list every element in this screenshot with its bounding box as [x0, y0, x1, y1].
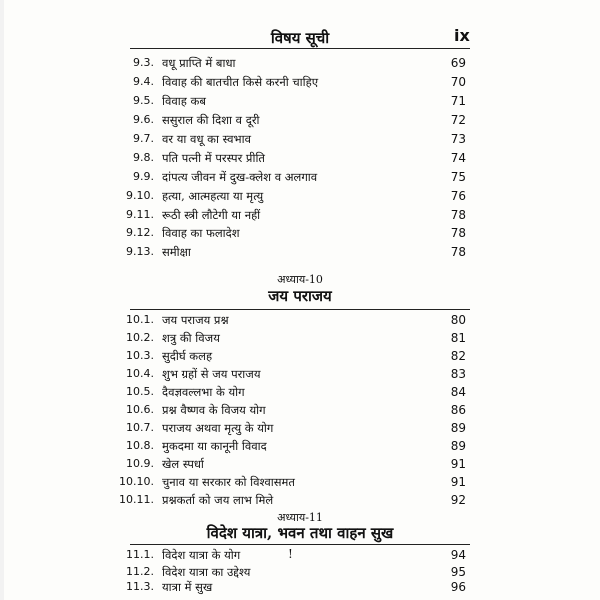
- toc-entry: [0, 457, 600, 477]
- entry-number: 11.1.: [126, 548, 154, 561]
- entry-number: 10.11.: [119, 493, 154, 506]
- entry-number: 9.9.: [133, 170, 154, 183]
- entry-number: 10.1.: [126, 313, 154, 326]
- entry-title: जय पराजय प्रश्न: [162, 313, 229, 327]
- entry-number: 9.12.: [126, 226, 154, 239]
- entry-title: दांपत्य जीवन में दुख-क्लेश व अलगाव: [162, 170, 318, 184]
- entry-page: 92: [450, 493, 466, 507]
- entry-page: 84: [450, 385, 466, 399]
- entry-page: 91: [450, 457, 466, 471]
- entry-page: 71: [450, 94, 466, 108]
- entry-title: वधू प्राप्ति में बाधा: [162, 56, 236, 70]
- toc-entry: [0, 151, 600, 171]
- entry-title: शत्रु की विजय: [162, 331, 220, 345]
- entry-number: 10.8.: [126, 439, 154, 452]
- chapter-11-label: अध्याय-11: [277, 511, 323, 524]
- entry-page: 83: [450, 367, 466, 381]
- entry-title: हत्या, आत्महत्या या मृत्यु: [162, 189, 264, 203]
- entry-number: 10.5.: [126, 385, 154, 398]
- entry-number: 9.11.: [126, 208, 154, 221]
- entry-number: 9.10.: [126, 189, 154, 202]
- entry-number: 10.10.: [119, 475, 154, 488]
- entry-number: 10.3.: [126, 349, 154, 362]
- entry-title: शुभ ग्रहों से जय पराजय: [162, 367, 261, 381]
- entry-number: 9.4.: [133, 75, 154, 88]
- entry-page: 82: [450, 349, 466, 363]
- entry-title: समीक्षा: [162, 245, 191, 259]
- entry-page: 89: [450, 421, 466, 435]
- toc-entry: [0, 245, 600, 265]
- toc-entry: [0, 367, 600, 387]
- toc-entry: [0, 313, 600, 333]
- entry-page: 78: [450, 208, 466, 222]
- entry-number: 11.2.: [126, 565, 154, 578]
- toc-entry: [0, 349, 600, 369]
- entry-page: 95: [450, 565, 466, 579]
- entry-page: 91: [450, 475, 466, 489]
- entry-title: रूठी स्त्री लौटेगी या नहीं: [162, 208, 261, 222]
- toc-entry: [0, 421, 600, 441]
- entry-page: 78: [450, 245, 466, 259]
- toc-entry: [0, 385, 600, 405]
- entry-page: 70: [450, 75, 466, 89]
- entry-title: यात्रा में सुख: [162, 580, 213, 594]
- chapter-11-title: विदेश यात्रा, भवन तथा वाहन सुख: [206, 524, 394, 542]
- entry-page: 76: [450, 189, 466, 203]
- entry-page: 89: [450, 439, 466, 453]
- entry-page: 78: [450, 226, 466, 240]
- entry-number: 9.7.: [133, 132, 154, 145]
- entry-title: विवाह की बातचीत किसे करनी चाहिए: [162, 75, 319, 89]
- contents-heading: विषय सूची: [270, 29, 330, 47]
- entry-title: सुदीर्घ कलह: [162, 349, 213, 363]
- roman-page-number: ix: [454, 26, 470, 45]
- entry-page: 69: [450, 56, 466, 70]
- entry-page: 81: [450, 331, 466, 345]
- entry-number: 9.5.: [133, 94, 154, 107]
- entry-title: विवाह का फलादेश: [162, 226, 240, 240]
- toc-entry: [0, 113, 600, 133]
- toc-entry: [0, 403, 600, 423]
- chapter-10-rule: [130, 309, 470, 310]
- entry-title: वर या वधू का स्वभाव: [162, 132, 251, 146]
- entry-page: 80: [450, 313, 466, 327]
- entry-title: पति पत्नी में परस्पर प्रीति: [162, 151, 265, 165]
- toc-entry: [0, 189, 600, 209]
- toc-entry: [0, 439, 600, 459]
- toc-entry: [0, 331, 600, 351]
- entry-title: चुनाव या सरकार को विश्वासमत: [162, 475, 295, 489]
- chapter-10-title: जय पराजय: [268, 287, 332, 305]
- entry-number: 10.2.: [126, 331, 154, 344]
- entry-page: 73: [450, 132, 466, 146]
- entry-title: मुकदमा या कानूनी विवाद: [162, 439, 267, 453]
- entry-number: 9.6.: [133, 113, 154, 126]
- entry-page: 94: [450, 548, 466, 562]
- toc-entry: [0, 208, 600, 228]
- entry-title: विवाह कब: [162, 94, 206, 108]
- entry-page: 74: [450, 151, 466, 165]
- entry-title: पराजय अथवा मृत्यु के योग: [162, 421, 274, 435]
- entry-page: 72: [450, 113, 466, 127]
- entry-title: ससुराल की दिशा व दूरी: [162, 113, 260, 127]
- entry-title: विदेश यात्रा का उद्देश्य: [162, 565, 251, 579]
- toc-entry: [0, 170, 600, 190]
- entry-number: 9.3.: [133, 56, 154, 69]
- chapter-11-rule: [130, 544, 470, 545]
- entry-page: 96: [450, 580, 466, 594]
- chapter-10-label: अध्याय-10: [277, 273, 323, 286]
- entry-title: विदेश यात्रा के योग: [162, 548, 241, 562]
- entry-title: प्रश्न वैष्णव के विजय योग: [162, 403, 266, 417]
- toc-entry: [0, 226, 600, 246]
- entry-title: खेल स्पर्धा: [162, 457, 204, 471]
- entry-number: 11.3.: [126, 580, 154, 593]
- entry-number: 9.8.: [133, 151, 154, 164]
- toc-entry: [0, 56, 600, 76]
- toc-entry: [0, 75, 600, 95]
- entry-title: दैवज्ञवल्लभा के योग: [162, 385, 245, 399]
- entry-title: प्रश्नकर्ता को जय लाभ मिले: [162, 493, 274, 507]
- entry-number: 10.4.: [126, 367, 154, 380]
- toc-entry: [0, 475, 600, 495]
- entry-number: 9.13.: [126, 245, 154, 258]
- header-rule: [130, 48, 470, 49]
- toc-entry: [0, 94, 600, 114]
- entry-number: 10.7.: [126, 421, 154, 434]
- stray-mark: !: [288, 547, 293, 561]
- entry-page: 75: [450, 170, 466, 184]
- toc-entry: [0, 580, 600, 600]
- toc-entry: [0, 132, 600, 152]
- entry-number: 10.6.: [126, 403, 154, 416]
- entry-page: 86: [450, 403, 466, 417]
- entry-number: 10.9.: [126, 457, 154, 470]
